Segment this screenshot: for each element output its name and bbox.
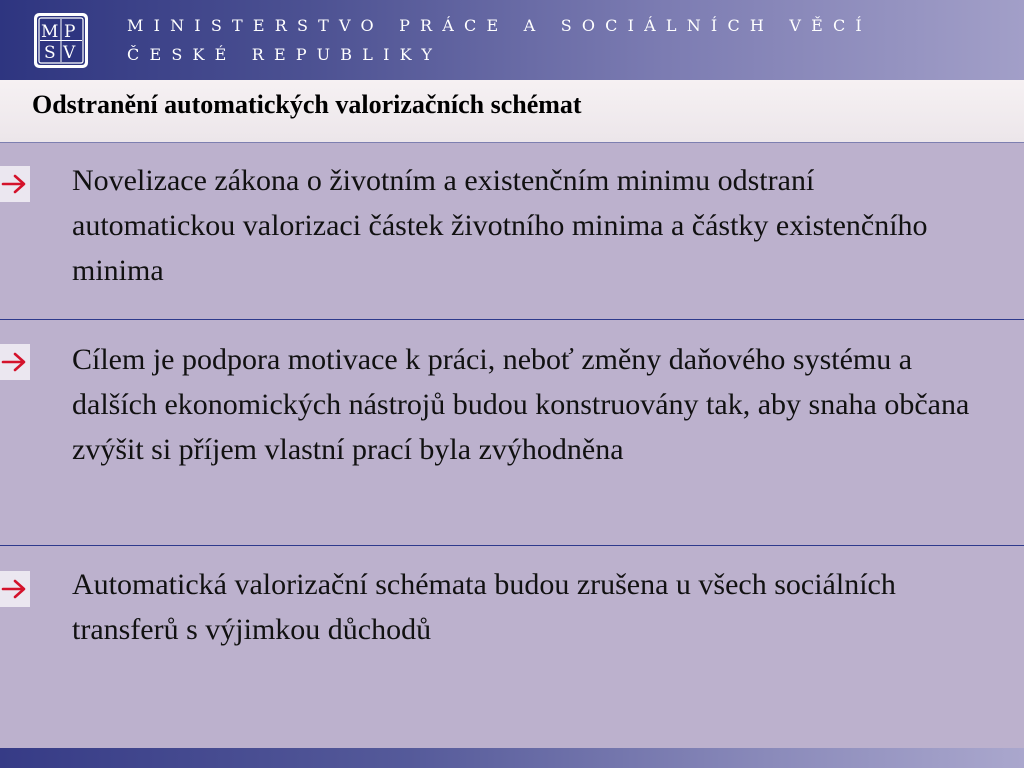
bullet-1-text: Novelizace zákona o životním a existenčním minimu odstraní automatickou valorizaci částek životního minima a částky existenčního minima [72, 164, 928, 287]
svg-text:V: V [63, 43, 76, 63]
bullet-divider-1 [0, 319, 1024, 320]
mpsv-logo [33, 12, 89, 69]
bullet-3-text: Automatická valorizační schémata budou zrušena u všech sociálních transferů s výjimkou důchodů [72, 568, 896, 646]
svg-text:P: P [64, 22, 76, 42]
ministry-name: MINISTERSTVO PRÁCE A SOCIÁLNÍCH VĚCÍ [127, 16, 872, 35]
bullet-3-arrow-icon [0, 571, 30, 607]
header-banner [0, 0, 1024, 80]
svg-text:M: M [41, 22, 59, 42]
footer-bar [0, 748, 1024, 768]
bullet-2-arrow-icon [0, 344, 30, 380]
title-divider [0, 142, 1024, 143]
bullet-divider-2 [0, 545, 1024, 546]
ministry-country: ČESKÉ REPUBLIKY [127, 45, 443, 64]
bullet-2-text: Cílem je podpora motivace k práci, neboť změny daňového systému a dalších ekonomických nástrojů budou konstruovány tak, aby snaha občana zvýšit si příjem vlastní prací byla zvýhodněna [72, 343, 970, 466]
slide-title: Odstranění automatických valorizačních schémat [32, 90, 582, 119]
svg-text:S: S [44, 43, 56, 63]
bullet-1-arrow-icon [0, 166, 30, 202]
